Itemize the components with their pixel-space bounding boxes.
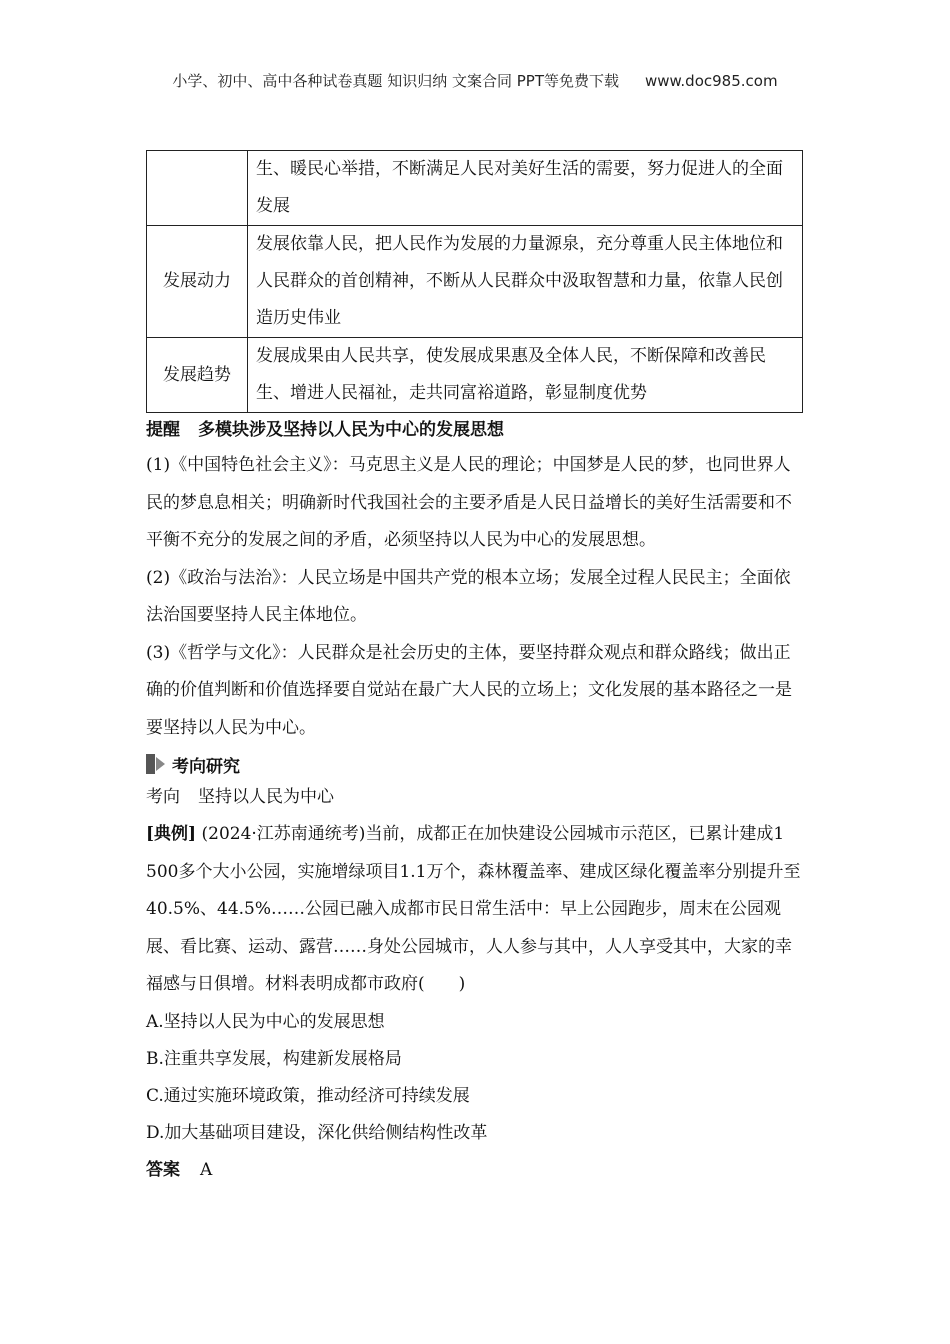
example-text: 当前，成都正在加快建设公园城市示范区，已累计建成1 500多个大小公园，实施增绿项目1.1万个，森林覆盖率、建成区绿化覆盖率分别提升至40.5%、44.5%……公园已融入成都市民日常生活中：早上公园跑步，周末在公园观展、看比赛、运动、露营……身处公园城市，人人参与其中，人人享受其中，大家的幸福感与日俱增。材料表明成都市政府( ) xyxy=(146,824,801,994)
option-d: D.加大基础项目建设，深化供给侧结构性改革 xyxy=(146,1122,488,1143)
example-source: (2024·江苏南通统考) xyxy=(201,824,366,844)
section-heading xyxy=(146,749,806,779)
section-title: 考向研究 xyxy=(172,756,240,777)
table-row xyxy=(147,151,803,226)
option-a: A.坚持以人民为中心的发展思想 xyxy=(146,1011,385,1032)
section-marker-icon xyxy=(146,754,166,774)
example-tag: [典例] xyxy=(146,824,197,844)
tip-item: (3)《哲学与文化》：人民群众是社会历史的主体，要坚持群众观点和群众路线；做出正确的价值判断和价值选择要自觉站在最广大人民的立场上；文化发展的基本路径之一是要坚持以人民为中心。 xyxy=(146,642,792,738)
table-row xyxy=(147,338,803,413)
table-row xyxy=(147,226,803,338)
answer-line xyxy=(146,1152,806,1189)
page-header xyxy=(0,70,950,91)
tip-label: 提醒 xyxy=(146,420,180,440)
example-question xyxy=(146,816,806,1004)
header-url[interactable]: www.doc985.com xyxy=(644,72,778,90)
tip-item: (2)《政治与法治》：人民立场是中国共产党的根本立场；发展全过程人民民主；全面依法治国要坚持人民主体地位。 xyxy=(146,567,791,625)
table-row-text: 发展成果由人民共享，使发展成果惠及全体人民，不断保障和改善民生、增进人民福祉，走共同富裕道路，彰显制度优势 xyxy=(248,338,803,413)
option-c: C.通过实施环境政策，推动经济可持续发展 xyxy=(146,1085,470,1106)
answer-value: A xyxy=(200,1159,213,1180)
tip-heading xyxy=(146,413,806,447)
header-text: 小学、初中、高中各种试卷真题 知识归纳 文案合同 PPT等免费下载 xyxy=(172,72,619,90)
table-row-text: 生、暖民心举措，不断满足人民对美好生活的需要，努力促进人的全面发展 xyxy=(248,151,803,226)
tip-item: (1)《中国特色社会主义》：马克思主义是人民的理论；中国梦是人民的梦，也同世界人民的梦息息相关；明确新时代我国社会的主要矛盾是人民日益增长的美好生活需要和不平衡不充分的发展之间的矛盾，必须坚持以人民为中心的发展思想。 xyxy=(146,455,792,550)
table-row-label: 发展趋势 xyxy=(147,338,248,413)
kaoxiang-title: 坚持以人民为中心 xyxy=(198,787,334,807)
kaoxiang-line xyxy=(146,779,806,816)
table-row-text: 发展依靠人民，把人民作为发展的力量源泉，充分尊重人民主体地位和人民群众的首创精神，不断从人民群众中汲取智慧和力量，依靠人民创造历史伟业 xyxy=(248,226,803,338)
page-content xyxy=(146,150,806,1189)
tip-title: 多模块涉及坚持以人民为中心的发展思想 xyxy=(198,420,504,440)
option-b: B.注重共享发展，构建新发展格局 xyxy=(146,1048,402,1069)
answer-label: 答案 xyxy=(146,1159,180,1180)
topic-table xyxy=(146,150,803,413)
table-row-label xyxy=(147,151,248,226)
table-row-label: 发展动力 xyxy=(147,226,248,338)
kaoxiang-label: 考向 xyxy=(146,787,180,807)
option-list xyxy=(146,1004,806,1152)
